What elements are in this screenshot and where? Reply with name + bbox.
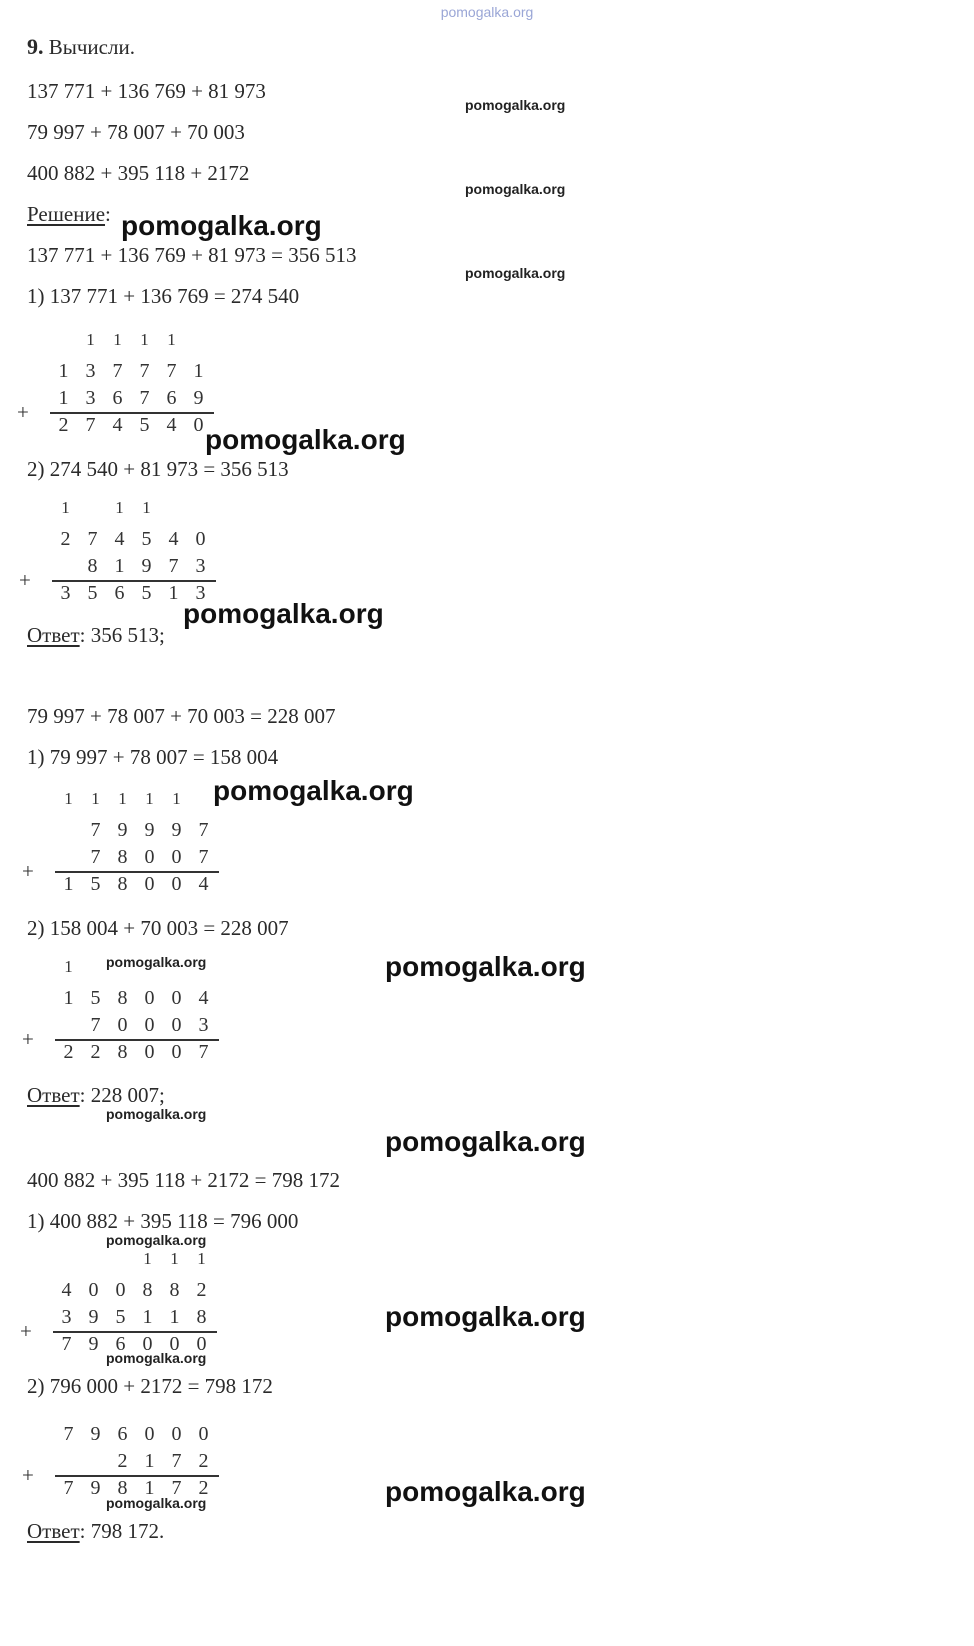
- watermark-large: pomogalka.org: [183, 598, 384, 629]
- digit: 0: [144, 1014, 155, 1036]
- answer-value: : 356 513;: [79, 623, 165, 647]
- digit: 0: [144, 987, 155, 1009]
- digit: 3: [195, 555, 206, 577]
- digit: 1: [144, 1477, 155, 1499]
- digit: 2: [198, 1450, 209, 1472]
- digit: 1: [170, 1249, 179, 1268]
- digit: 9: [90, 1423, 101, 1445]
- digit: 7: [85, 414, 96, 436]
- solution-heading: [27, 204, 111, 225]
- watermark-top: pomogalka.org: [440, 4, 534, 20]
- digit: 1: [168, 582, 179, 604]
- digit: 1: [115, 498, 124, 517]
- digit: 1: [172, 789, 181, 808]
- task-heading: [27, 36, 135, 58]
- digit: 5: [87, 582, 98, 604]
- digit: 0: [171, 846, 182, 868]
- digit: 8: [196, 1306, 207, 1328]
- digit: 7: [171, 1477, 182, 1499]
- digit: 7: [90, 846, 101, 868]
- digit: 3: [60, 582, 71, 604]
- digit: 7: [171, 1450, 182, 1472]
- digit: 6: [166, 387, 177, 409]
- answer-line: [27, 1521, 164, 1542]
- plus-sign: +: [19, 568, 31, 592]
- digit: 1: [142, 1306, 153, 1328]
- digit: 6: [115, 1333, 126, 1355]
- digit: 4: [166, 414, 177, 436]
- task-number: 9.: [27, 34, 44, 59]
- digit: 0: [144, 1423, 155, 1445]
- solution-colon: :: [105, 202, 111, 226]
- digit: 2: [58, 414, 69, 436]
- digit: 1: [64, 957, 73, 976]
- watermark-small: pomogalka.org: [465, 265, 566, 281]
- digit: 1: [63, 987, 74, 1009]
- digit: 0: [117, 1014, 128, 1036]
- digit: 0: [195, 528, 206, 550]
- digit: 4: [198, 873, 209, 895]
- digit: 8: [117, 846, 128, 868]
- digit: 7: [139, 387, 150, 409]
- digit: 1: [114, 555, 125, 577]
- digit: 1: [58, 360, 69, 382]
- digit: 4: [168, 528, 179, 550]
- digit: 1: [63, 873, 74, 895]
- step-text: 1) 400 882 + 395 118 = 796 000: [27, 1209, 299, 1233]
- digit: 6: [114, 582, 125, 604]
- digit: 8: [117, 873, 128, 895]
- digit: 5: [90, 987, 101, 1009]
- digit: 9: [117, 819, 128, 841]
- digit: 4: [61, 1279, 72, 1301]
- digit: 1: [142, 498, 151, 517]
- answer-value: : 228 007;: [79, 1083, 165, 1107]
- watermark-small: pomogalka.org: [465, 97, 566, 113]
- digit: 0: [144, 846, 155, 868]
- watermark-small: pomogalka.org: [106, 1106, 207, 1122]
- digit: 8: [142, 1279, 153, 1301]
- task-expression: 79 997 + 78 007 + 70 003: [27, 120, 245, 144]
- digit: 8: [169, 1279, 180, 1301]
- digit: 1: [64, 789, 73, 808]
- digit: 1: [91, 789, 100, 808]
- digit: 5: [141, 528, 152, 550]
- digit: 0: [171, 1423, 182, 1445]
- digit: 2: [63, 1041, 74, 1063]
- digit: 5: [139, 414, 150, 436]
- step-text: 2) 274 540 + 81 973 = 356 513: [27, 457, 289, 481]
- step-text: 1) 79 997 + 78 007 = 158 004: [27, 745, 279, 769]
- digit: 2: [117, 1450, 128, 1472]
- plus-sign: +: [22, 859, 34, 883]
- digit: 5: [90, 873, 101, 895]
- digit: 0: [144, 873, 155, 895]
- digit: 7: [198, 1041, 209, 1063]
- watermark-large: pomogalka.org: [385, 1476, 586, 1507]
- digit: 9: [171, 819, 182, 841]
- digit: 7: [90, 819, 101, 841]
- digit: 8: [87, 555, 98, 577]
- digit: 0: [198, 1423, 209, 1445]
- digit: 5: [115, 1306, 126, 1328]
- digit: 1: [140, 330, 149, 349]
- watermark-large: pomogalka.org: [213, 775, 414, 806]
- digit: 1: [61, 498, 70, 517]
- digit: 7: [139, 360, 150, 382]
- digit: 2: [198, 1477, 209, 1499]
- plus-sign: +: [22, 1463, 34, 1487]
- digit: 3: [61, 1306, 72, 1328]
- digit: 0: [171, 987, 182, 1009]
- digit: 4: [112, 414, 123, 436]
- watermark-large: pomogalka.org: [205, 424, 406, 455]
- digit: 1: [197, 1249, 206, 1268]
- digit: 1: [86, 330, 95, 349]
- answer-value: : 798 172.: [79, 1519, 165, 1543]
- digit: 7: [112, 360, 123, 382]
- digit: 0: [88, 1279, 99, 1301]
- task-expression: 400 882 + 395 118 + 2172: [27, 161, 250, 185]
- digit: 7: [168, 555, 179, 577]
- digit: 7: [198, 846, 209, 868]
- digit: 1: [145, 789, 154, 808]
- digit: 0: [171, 873, 182, 895]
- digit: 9: [141, 555, 152, 577]
- equation: 137 771 + 136 769 + 81 973 = 356 513: [27, 243, 357, 267]
- digit: 7: [63, 1477, 74, 1499]
- digit: 8: [117, 1041, 128, 1063]
- plus-sign: +: [17, 400, 29, 424]
- digit: 8: [117, 1477, 128, 1499]
- digit: 5: [141, 582, 152, 604]
- digit: 7: [166, 360, 177, 382]
- digit: 9: [88, 1333, 99, 1355]
- digit: 1: [144, 1450, 155, 1472]
- digit: 4: [114, 528, 125, 550]
- digit: 4: [198, 987, 209, 1009]
- digit: 2: [196, 1279, 207, 1301]
- step-text: 1) 137 771 + 136 769 = 274 540: [27, 284, 300, 308]
- answer-line: [27, 625, 165, 646]
- solution-label: Решение: [27, 202, 106, 226]
- digit: 3: [198, 1014, 209, 1036]
- digit: 3: [85, 360, 96, 382]
- watermark-large: pomogalka.org: [385, 951, 586, 982]
- watermark-large: pomogalka.org: [121, 210, 322, 241]
- plus-sign: +: [20, 1319, 32, 1343]
- digit: 7: [87, 528, 98, 550]
- digit: 0: [144, 1041, 155, 1063]
- digit: 0: [115, 1279, 126, 1301]
- watermark-small: pomogalka.org: [106, 954, 207, 970]
- watermark-small: pomogalka.org: [106, 1350, 207, 1366]
- step-text: 2) 158 004 + 70 003 = 228 007: [27, 916, 289, 940]
- digit: 9: [193, 387, 204, 409]
- digit: 0: [171, 1014, 182, 1036]
- digit: 3: [195, 582, 206, 604]
- digit: 3: [85, 387, 96, 409]
- digit: 2: [60, 528, 71, 550]
- digit: 2: [90, 1041, 101, 1063]
- task-expression: 137 771 + 136 769 + 81 973: [27, 79, 266, 103]
- watermark-large: pomogalka.org: [385, 1126, 586, 1157]
- digit: 0: [169, 1333, 180, 1355]
- watermark-small: pomogalka.org: [465, 181, 566, 197]
- step-text: 2) 796 000 + 2172 = 798 172: [27, 1374, 273, 1398]
- digit: 1: [118, 789, 127, 808]
- digit: 0: [196, 1333, 207, 1355]
- digit: 9: [90, 1477, 101, 1499]
- digit: 7: [61, 1333, 72, 1355]
- digit: 9: [144, 819, 155, 841]
- digit: 1: [193, 360, 204, 382]
- digit: 0: [193, 414, 204, 436]
- digit: 9: [88, 1306, 99, 1328]
- digit: 1: [169, 1306, 180, 1328]
- digit: 1: [143, 1249, 152, 1268]
- digit: 1: [167, 330, 176, 349]
- digit: 1: [58, 387, 69, 409]
- digit: 6: [112, 387, 123, 409]
- answer-label: Ответ: [27, 623, 80, 647]
- watermark-small: pomogalka.org: [106, 1495, 207, 1511]
- plus-sign: +: [22, 1027, 34, 1051]
- answer-line: [27, 1085, 165, 1106]
- answer-label: Ответ: [27, 1519, 80, 1543]
- digit: 7: [63, 1423, 74, 1445]
- digit: 8: [117, 987, 128, 1009]
- equation: 79 997 + 78 007 + 70 003 = 228 007: [27, 704, 336, 728]
- digit: 7: [90, 1014, 101, 1036]
- digit: 0: [142, 1333, 153, 1355]
- digit: 7: [198, 819, 209, 841]
- equation: 400 882 + 395 118 + 2172 = 798 172: [27, 1168, 341, 1192]
- digit: 1: [113, 330, 122, 349]
- task-title: Вычисли.: [48, 35, 135, 59]
- digit: 6: [117, 1423, 128, 1445]
- watermark-small: pomogalka.org: [106, 1232, 207, 1248]
- watermark-large: pomogalka.org: [385, 1301, 586, 1332]
- digit: 0: [171, 1041, 182, 1063]
- answer-label: Ответ: [27, 1083, 80, 1107]
